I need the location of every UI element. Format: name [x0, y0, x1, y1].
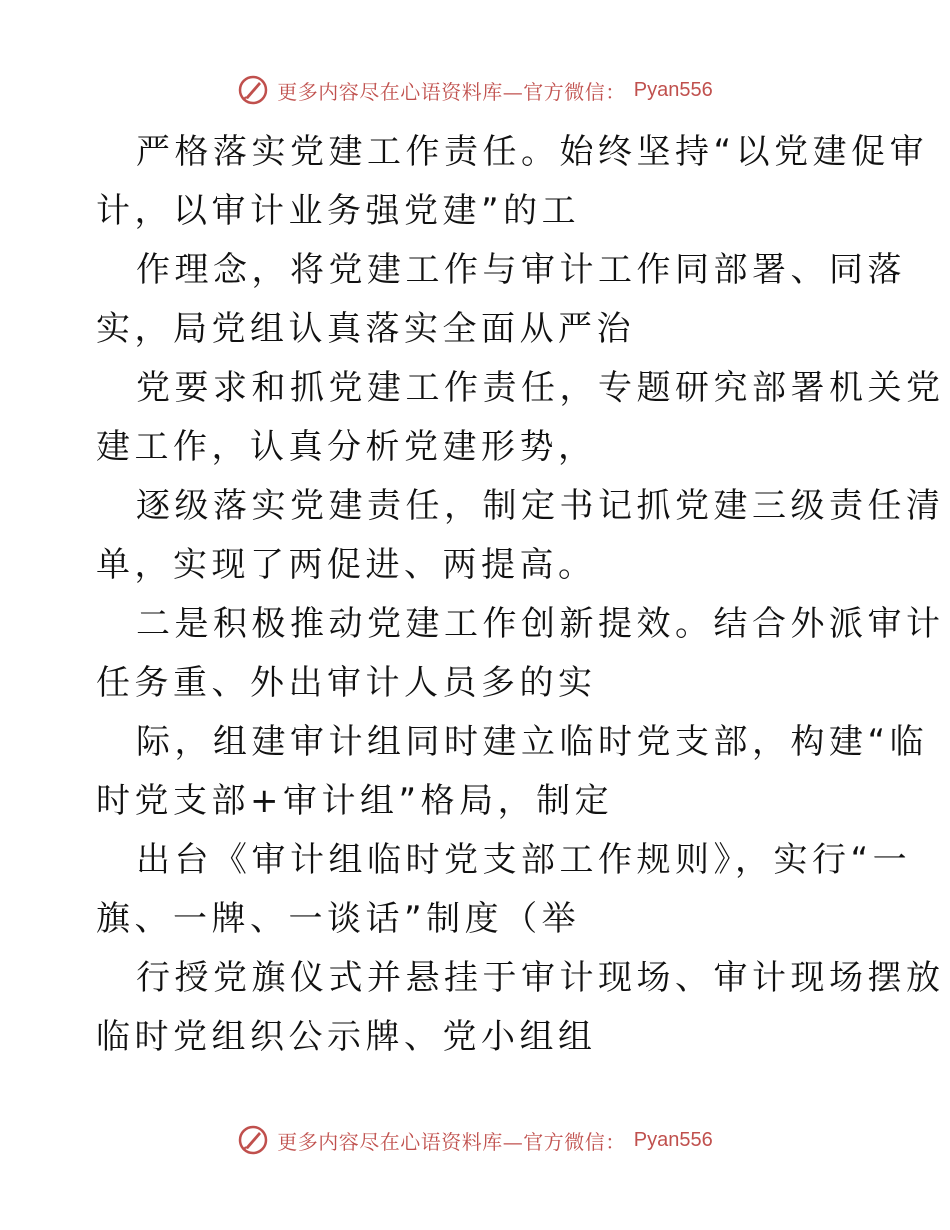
- text-line: 计，以审计业务强党建”的工: [96, 191, 581, 231]
- paragraph-4: [96, 477, 945, 595]
- text-line: 任务重、外出审计人员多的实: [96, 663, 597, 703]
- paragraph-6: [96, 713, 929, 831]
- paragraph-1: [96, 123, 929, 241]
- text-line: 行授党旗仪式并悬挂于审计现场、审计现场摆放: [136, 958, 945, 998]
- text-line: 实，局党组认真落实全面从严治: [96, 309, 635, 349]
- paragraph-7: [96, 831, 912, 949]
- text-line: 建工作，认真分析党建形势，: [96, 427, 597, 467]
- paragraph-2: [96, 241, 906, 359]
- paragraph-3: [96, 359, 945, 477]
- text-line: 二是积极推动党建工作创新提效。结合外派审计: [136, 604, 945, 644]
- text-line: 际，组建审计组同时建立临时党支部，构建“临: [136, 722, 929, 762]
- header-wechat-id: Pyan556: [633, 78, 713, 101]
- footer-banner-text: 更多内容尽在心语资料库—官方微信：: [277, 1129, 626, 1154]
- text-line: 逐级落实党建责任，制定书记抓党建三级责任清: [136, 486, 945, 526]
- text-line: 单，实现了两促进、两提高。: [96, 545, 597, 585]
- text-line: 严格落实党建工作责任。始终坚持“以党建促审: [136, 132, 929, 172]
- document-body: [96, 123, 945, 1067]
- footer-banner: [0, 1120, 950, 1160]
- quill-logo-icon: [237, 74, 269, 106]
- text-line: 时党支部+审计组”格局，制定: [96, 781, 614, 821]
- text-line: 党要求和抓党建工作责任，专题研究部署机关党: [136, 368, 945, 408]
- footer-wechat-id: Pyan556: [633, 1128, 713, 1151]
- text-line: 出台《审计组临时党支部工作规则》，实行“一: [136, 840, 912, 880]
- paragraph-5: [96, 595, 945, 713]
- quill-logo-icon: [237, 1124, 269, 1156]
- paragraph-8: [96, 949, 945, 1067]
- text-line: 临时党组织公示牌、党小组组: [96, 1017, 597, 1057]
- text-line: 作理念，将党建工作与审计工作同部署、同落: [136, 250, 906, 290]
- header-banner: [0, 70, 950, 110]
- header-banner-text: 更多内容尽在心语资料库—官方微信：: [277, 79, 626, 104]
- text-line: 旗、一牌、一谈话”制度（举: [96, 899, 581, 939]
